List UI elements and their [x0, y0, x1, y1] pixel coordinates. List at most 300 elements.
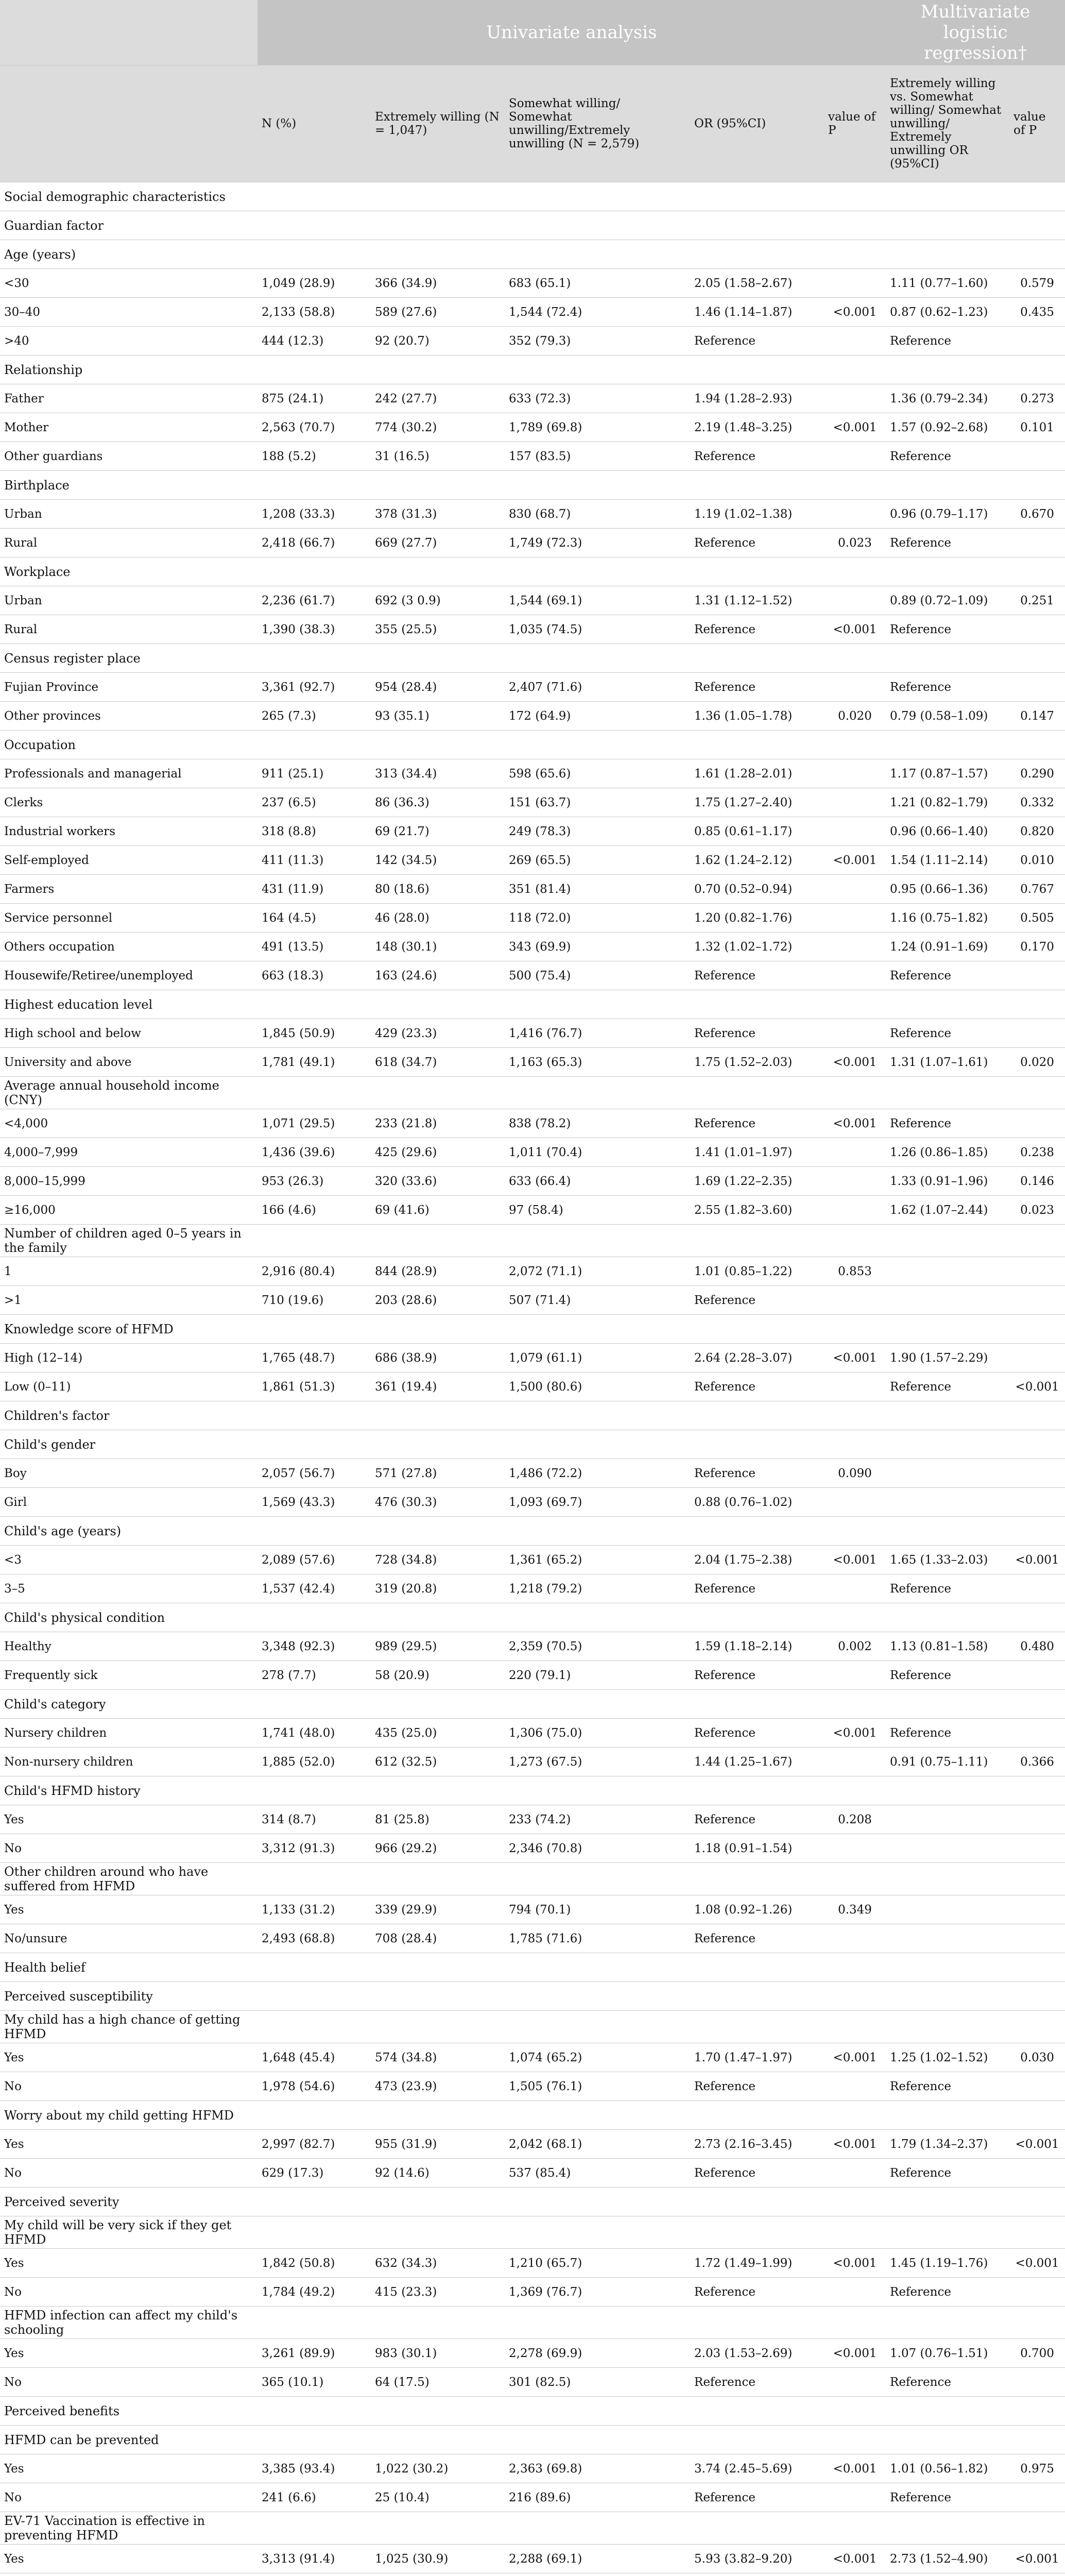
empty-cell	[257, 1225, 371, 1257]
cell-col-7	[1009, 1488, 1065, 1517]
cell-col-4: 2.55 (1.82–3.60)	[690, 1196, 824, 1225]
section-label: Guardian factor	[0, 211, 257, 240]
cell-col-1: 1,390 (38.3)	[257, 615, 371, 644]
empty-cell	[886, 1401, 1009, 1430]
cell-col-6	[886, 1257, 1009, 1286]
empty-cell	[257, 2216, 371, 2249]
empty-cell	[257, 2397, 371, 2426]
cell-col-2: 692 (3 0.9)	[371, 586, 505, 615]
empty-cell	[505, 2216, 690, 2249]
section-label: Average annual household income (CNY)	[0, 1077, 257, 1109]
cell-col-0: Housewife/Retiree/unemployed	[0, 961, 257, 990]
cell-col-7	[1009, 1109, 1065, 1138]
cell-col-3: 1,306 (75.0)	[505, 1719, 690, 1748]
cell-col-3: 97 (58.4)	[505, 1196, 690, 1225]
empty-cell	[824, 1863, 886, 1895]
cell-col-4: 2.03 (1.53–2.69)	[690, 2339, 824, 2368]
empty-cell	[824, 1430, 886, 1459]
empty-cell	[690, 2011, 824, 2043]
cell-col-4: Reference	[690, 2278, 824, 2307]
section-label: My child has a high chance of getting HFMD	[0, 2011, 257, 2043]
cell-col-4: Reference	[690, 1719, 824, 1748]
cell-col-6: Reference	[886, 1661, 1009, 1690]
empty-cell	[690, 2397, 824, 2426]
cell-col-4: Reference	[690, 2159, 824, 2188]
cell-col-4: 1.46 (1.14–1.87)	[690, 298, 824, 327]
cell-col-4: 1.72 (1.49–1.99)	[690, 2249, 824, 2278]
cell-col-6: 1.90 (1.57–2.29)	[886, 1344, 1009, 1372]
section-row	[0, 2426, 1065, 2454]
cell-col-0: Rural	[0, 615, 257, 644]
cell-col-3: 633 (72.3)	[505, 384, 690, 413]
header-blank	[0, 0, 257, 65]
cell-col-0: >1	[0, 1286, 257, 1315]
cell-col-3: 1,369 (76.7)	[505, 2278, 690, 2307]
cell-col-2: 612 (32.5)	[371, 1748, 505, 1776]
table-row	[0, 2278, 1065, 2307]
section-label: Age (years)	[0, 240, 257, 269]
table-row	[0, 1257, 1065, 1286]
empty-cell	[690, 355, 824, 384]
empty-cell	[690, 182, 824, 211]
cell-col-7: <0.001	[1009, 1372, 1065, 1401]
table-row	[0, 327, 1065, 355]
empty-cell	[371, 240, 505, 269]
empty-cell	[824, 1077, 886, 1109]
cell-col-4: 2.73 (2.16–3.45)	[690, 2130, 824, 2159]
cell-col-6: 1.24 (0.91–1.69)	[886, 933, 1009, 961]
cell-col-1: 629 (17.3)	[257, 2159, 371, 2188]
cell-col-0: Urban	[0, 500, 257, 529]
section-label: Birthplace	[0, 471, 257, 500]
column-header-4: OR (95%CI)	[690, 65, 824, 182]
empty-cell	[371, 471, 505, 500]
cell-col-6: 1.26 (0.86–1.85)	[886, 1138, 1009, 1167]
empty-cell	[257, 1517, 371, 1546]
section-row	[0, 731, 1065, 759]
empty-cell	[886, 1517, 1009, 1546]
empty-cell	[690, 2426, 824, 2454]
empty-cell	[371, 1315, 505, 1344]
cell-col-1: 2,236 (61.7)	[257, 586, 371, 615]
cell-col-4: 2.04 (1.75–2.38)	[690, 1546, 824, 1574]
cell-col-5	[824, 1748, 886, 1776]
cell-col-5	[824, 759, 886, 788]
cell-col-1: 265 (7.3)	[257, 702, 371, 731]
section-label: Child's gender	[0, 1430, 257, 1459]
section-row	[0, 1077, 1065, 1109]
cell-col-3: 216 (89.6)	[505, 2483, 690, 2512]
cell-col-3: 220 (79.1)	[505, 1661, 690, 1690]
cell-col-3: 2,278 (69.9)	[505, 2339, 690, 2368]
empty-cell	[257, 644, 371, 673]
cell-col-4: 3.74 (2.45–5.69)	[690, 2454, 824, 2483]
empty-cell	[886, 644, 1009, 673]
empty-cell	[371, 2397, 505, 2426]
cell-col-3: 537 (85.4)	[505, 2159, 690, 2188]
cell-col-0: 1	[0, 1257, 257, 1286]
cell-col-5: <0.001	[824, 2545, 886, 2573]
cell-col-7: 0.480	[1009, 1632, 1065, 1661]
cell-col-3: 683 (65.1)	[505, 269, 690, 298]
table-row	[0, 1834, 1065, 1863]
cell-col-3: 1,505 (76.1)	[505, 2072, 690, 2101]
table-row	[0, 1719, 1065, 1748]
table-row	[0, 673, 1065, 702]
cell-col-7: 0.020	[1009, 1048, 1065, 1077]
empty-cell	[1009, 1863, 1065, 1895]
section-row	[0, 1430, 1065, 1459]
empty-cell	[371, 557, 505, 586]
cell-col-4: 0.88 (0.76–1.02)	[690, 1488, 824, 1517]
empty-cell	[1009, 355, 1065, 384]
section-label: Knowledge score of HFMD	[0, 1315, 257, 1344]
cell-col-3: 1,273 (67.5)	[505, 1748, 690, 1776]
cell-col-7: 0.767	[1009, 875, 1065, 904]
cell-col-5	[824, 1138, 886, 1167]
empty-cell	[690, 1982, 824, 2011]
cell-col-6: 1.62 (1.07–2.44)	[886, 1196, 1009, 1225]
cell-col-7: 0.670	[1009, 500, 1065, 529]
empty-cell	[690, 1430, 824, 1459]
cell-col-0: Yes	[0, 1895, 257, 1924]
cell-col-4: 1.94 (1.28–2.93)	[690, 384, 824, 413]
cell-col-4: Reference	[690, 2368, 824, 2397]
cell-col-4: 1.75 (1.27–2.40)	[690, 788, 824, 817]
section-row	[0, 2216, 1065, 2249]
table-row	[0, 2454, 1065, 2483]
empty-cell	[371, 1077, 505, 1109]
cell-col-6: 1.31 (1.07–1.61)	[886, 1048, 1009, 1077]
empty-cell	[505, 2011, 690, 2043]
cell-col-4: 5.93 (3.82–9.20)	[690, 2545, 824, 2573]
empty-cell	[1009, 1982, 1065, 2011]
cell-col-0: Other provinces	[0, 702, 257, 731]
empty-cell	[257, 1690, 371, 1719]
cell-col-7: 0.030	[1009, 2043, 1065, 2072]
cell-col-3: 352 (79.3)	[505, 327, 690, 355]
empty-cell	[886, 1776, 1009, 1805]
cell-col-2: 415 (23.3)	[371, 2278, 505, 2307]
cell-col-1: 444 (12.3)	[257, 327, 371, 355]
cell-col-1: 2,089 (57.6)	[257, 1546, 371, 1574]
empty-cell	[1009, 2397, 1065, 2426]
cell-col-7	[1009, 961, 1065, 990]
cell-col-5	[824, 586, 886, 615]
cell-col-4: 2.64 (2.28–3.07)	[690, 1344, 824, 1372]
cell-col-6: Reference	[886, 2159, 1009, 2188]
section-label: Workplace	[0, 557, 257, 586]
empty-cell	[257, 1401, 371, 1430]
empty-cell	[886, 2426, 1009, 2454]
cell-col-7	[1009, 2072, 1065, 2101]
cell-col-7	[1009, 2573, 1065, 2576]
empty-cell	[371, 1776, 505, 1805]
cell-col-2: 69 (21.7)	[371, 817, 505, 846]
empty-cell	[690, 1690, 824, 1719]
empty-cell	[1009, 1077, 1065, 1109]
cell-col-6	[886, 1805, 1009, 1834]
section-row	[0, 1863, 1065, 1895]
cell-col-0: Service personnel	[0, 904, 257, 933]
cell-col-2: 25 (10.4)	[371, 2483, 505, 2512]
cell-col-0: >40	[0, 327, 257, 355]
cell-col-0: No	[0, 2483, 257, 2512]
column-header-3: Somewhat willing/ Somewhat unwilling/Extremely unwilling (N = 2,579)	[505, 65, 690, 182]
empty-cell	[257, 471, 371, 500]
cell-col-1: 1,765 (48.7)	[257, 1344, 371, 1372]
cell-col-1: 491 (13.5)	[257, 933, 371, 961]
table-row	[0, 1344, 1065, 1372]
cell-col-4: 2.19 (1.48–3.25)	[690, 413, 824, 442]
cell-col-0: Rural	[0, 529, 257, 557]
cell-col-6: Reference	[886, 961, 1009, 990]
empty-cell	[1009, 2512, 1065, 2545]
empty-cell	[1009, 1603, 1065, 1632]
cell-col-7	[1009, 1834, 1065, 1863]
column-header-6: Extremely willing vs. Somewhat willing/ Somewhat unwilling/ Extremely unwilling OR (95%CI)	[886, 65, 1009, 182]
cell-col-7: <0.001	[1009, 2130, 1065, 2159]
cell-col-1: 164 (4.5)	[257, 904, 371, 933]
table-row	[0, 298, 1065, 327]
empty-cell	[690, 2188, 824, 2216]
empty-cell	[505, 2426, 690, 2454]
cell-col-5	[824, 1574, 886, 1603]
cell-col-5	[824, 1372, 886, 1401]
section-label: Child's category	[0, 1690, 257, 1719]
cell-col-7: 0.366	[1009, 1748, 1065, 1776]
empty-cell	[505, 731, 690, 759]
cell-col-2: 69 (41.6)	[371, 1196, 505, 1225]
cell-col-1: 3,348 (92.3)	[257, 1632, 371, 1661]
cell-col-4: Reference	[690, 1109, 824, 1138]
empty-cell	[505, 211, 690, 240]
empty-cell	[690, 2216, 824, 2249]
cell-col-5	[824, 327, 886, 355]
cell-col-2: 378 (31.3)	[371, 500, 505, 529]
cell-col-3: 1,011 (70.4)	[505, 1138, 690, 1167]
empty-cell	[371, 2307, 505, 2339]
cell-col-1: 710 (19.6)	[257, 1286, 371, 1315]
cell-col-2: 80 (18.6)	[371, 875, 505, 904]
cell-col-0: Fujian Province	[0, 673, 257, 702]
empty-cell	[1009, 182, 1065, 211]
empty-cell	[886, 2101, 1009, 2130]
cell-col-6: Reference	[886, 1109, 1009, 1138]
cell-col-2: 148 (30.1)	[371, 933, 505, 961]
cell-col-1: 1,648 (45.4)	[257, 2043, 371, 2072]
cell-col-4: Reference	[690, 1286, 824, 1315]
cell-col-3	[505, 2573, 690, 2576]
table-row	[0, 1196, 1065, 1225]
empty-cell	[824, 2426, 886, 2454]
cell-col-3: 2,407 (71.6)	[505, 673, 690, 702]
cell-col-3: 2,072 (71.1)	[505, 1257, 690, 1286]
empty-cell	[690, 2512, 824, 2545]
empty-cell	[505, 2101, 690, 2130]
empty-cell	[257, 1430, 371, 1459]
cell-col-4: Reference	[690, 442, 824, 471]
column-header-1: N (%)	[257, 65, 371, 182]
empty-cell	[1009, 2188, 1065, 2216]
cell-col-6: 1.16 (0.75–1.82)	[886, 904, 1009, 933]
table-row	[0, 904, 1065, 933]
empty-cell	[824, 1315, 886, 1344]
cell-col-7	[1009, 327, 1065, 355]
cell-col-0: Professionals and managerial	[0, 759, 257, 788]
cell-col-6: 0.89 (0.72–1.09)	[886, 586, 1009, 615]
cell-col-5: <0.001	[824, 1048, 886, 1077]
empty-cell	[505, 2397, 690, 2426]
cell-col-5	[824, 442, 886, 471]
empty-cell	[371, 1603, 505, 1632]
cell-col-5: 0.853	[824, 1257, 886, 1286]
cell-col-3: 1,163 (65.3)	[505, 1048, 690, 1077]
cell-col-1: 875 (24.1)	[257, 384, 371, 413]
cell-col-0: Healthy	[0, 1632, 257, 1661]
empty-cell	[505, 1430, 690, 1459]
cell-col-6: 1.54 (1.11–2.14)	[886, 846, 1009, 875]
empty-cell	[257, 1315, 371, 1344]
header-group-row	[0, 0, 1065, 65]
cell-col-2: 339 (29.9)	[371, 1895, 505, 1924]
empty-cell	[824, 1953, 886, 1982]
section-row	[0, 2011, 1065, 2043]
empty-cell	[1009, 1953, 1065, 1982]
cell-col-6: 0.96 (0.79–1.17)	[886, 500, 1009, 529]
cell-col-1: 237 (6.5)	[257, 788, 371, 817]
cell-col-2: 1,022 (30.2)	[371, 2454, 505, 2483]
cell-col-2: 844 (28.9)	[371, 1257, 505, 1286]
cell-col-6: 0.91 (0.75–1.11)	[886, 1748, 1009, 1776]
cell-col-6: 1.79 (1.34–2.37)	[886, 2130, 1009, 2159]
cell-col-0: <30	[0, 269, 257, 298]
cell-col-5	[824, 2072, 886, 2101]
empty-cell	[824, 355, 886, 384]
cell-col-4: Reference	[690, 2483, 824, 2512]
cell-col-5	[824, 1488, 886, 1517]
cell-col-4: 1.75 (1.52–2.03)	[690, 1048, 824, 1077]
section-label: Children's factor	[0, 1401, 257, 1430]
cell-col-1: 953 (26.3)	[257, 1167, 371, 1196]
cell-col-0: Yes	[0, 2130, 257, 2159]
cell-col-3: 1,079 (61.1)	[505, 1344, 690, 1372]
empty-cell	[886, 355, 1009, 384]
empty-cell	[371, 1430, 505, 1459]
cell-col-2: 203 (28.6)	[371, 1286, 505, 1315]
cell-col-5	[824, 2159, 886, 2188]
table-row	[0, 2573, 1065, 2576]
empty-cell	[1009, 211, 1065, 240]
table-row	[0, 1924, 1065, 1953]
cell-col-2: 774 (30.2)	[371, 413, 505, 442]
empty-cell	[886, 471, 1009, 500]
cell-col-3: 1,749 (72.3)	[505, 529, 690, 557]
cell-col-3: 2,042 (68.1)	[505, 2130, 690, 2159]
cell-col-3: 2,359 (70.5)	[505, 1632, 690, 1661]
cell-col-5	[824, 788, 886, 817]
cell-col-0: Mother	[0, 413, 257, 442]
cell-col-6: 0.87 (0.62–1.23)	[886, 298, 1009, 327]
section-row	[0, 2188, 1065, 2216]
cell-col-4: Reference	[690, 1805, 824, 1834]
section-row	[0, 471, 1065, 500]
empty-cell	[257, 1863, 371, 1895]
section-label: Census register place	[0, 644, 257, 673]
cell-col-0: 4,000–7,999	[0, 1138, 257, 1167]
empty-cell	[505, 2512, 690, 2545]
empty-cell	[1009, 990, 1065, 1019]
cell-col-2: 618 (34.7)	[371, 1048, 505, 1077]
cell-col-5	[824, 2368, 886, 2397]
cell-col-5	[824, 875, 886, 904]
empty-cell	[824, 990, 886, 1019]
cell-col-0: 3–5	[0, 1574, 257, 1603]
cell-col-0: No	[0, 2159, 257, 2188]
section-row	[0, 211, 1065, 240]
cell-col-1: 2,493 (68.8)	[257, 1924, 371, 1953]
cell-col-3: 1,500 (80.6)	[505, 1372, 690, 1401]
cell-col-1: 1,845 (50.9)	[257, 1019, 371, 1048]
table-row	[0, 1546, 1065, 1574]
empty-cell	[505, 1776, 690, 1805]
cell-col-1: 3,385 (93.4)	[257, 2454, 371, 2483]
table-row	[0, 933, 1065, 961]
cell-col-2: 571 (27.8)	[371, 1459, 505, 1488]
cell-col-5: <0.001	[824, 2130, 886, 2159]
cell-col-4: 0.85 (0.61–1.17)	[690, 817, 824, 846]
section-label: Perceived severity	[0, 2188, 257, 2216]
cell-col-6: Reference	[886, 1574, 1009, 1603]
column-header-row	[0, 65, 1065, 182]
cell-col-2: 361 (19.4)	[371, 1372, 505, 1401]
empty-cell	[886, 731, 1009, 759]
cell-col-5: 0.349	[824, 1895, 886, 1924]
cell-col-0: Low (0–11)	[0, 1372, 257, 1401]
cell-col-3: 1,361 (65.2)	[505, 1546, 690, 1574]
cell-col-3: 2,363 (69.8)	[505, 2454, 690, 2483]
cell-col-1	[257, 2573, 371, 2576]
cell-col-0: Father	[0, 384, 257, 413]
table-row	[0, 1488, 1065, 1517]
table-row	[0, 1048, 1065, 1077]
section-label: Child's age (years)	[0, 1517, 257, 1546]
table-row	[0, 788, 1065, 817]
cell-col-5	[824, 673, 886, 702]
cell-col-7	[1009, 1286, 1065, 1315]
empty-cell	[371, 2426, 505, 2454]
empty-cell	[690, 557, 824, 586]
cell-col-6: 1.11 (0.77–1.60)	[886, 269, 1009, 298]
empty-cell	[505, 2188, 690, 2216]
table-row	[0, 2545, 1065, 2573]
cell-col-0: No/unsure	[0, 1924, 257, 1953]
empty-cell	[690, 1077, 824, 1109]
cell-col-6: Reference	[886, 673, 1009, 702]
empty-cell	[371, 2216, 505, 2249]
cell-col-6: 0.79 (0.58–1.09)	[886, 702, 1009, 731]
cell-col-3: 500 (75.4)	[505, 961, 690, 990]
cell-col-4: 1.20 (0.82–1.76)	[690, 904, 824, 933]
cell-col-1: 2,133 (58.8)	[257, 298, 371, 327]
cell-col-0: Clerks	[0, 788, 257, 817]
cell-col-3: 794 (70.1)	[505, 1895, 690, 1924]
cell-col-6: Reference	[886, 615, 1009, 644]
section-label: Perceived benefits	[0, 2397, 257, 2426]
cell-col-6: 1.33 (0.91–1.96)	[886, 1167, 1009, 1196]
cell-col-5: <0.001	[824, 2339, 886, 2368]
cell-col-5: 0.020	[824, 702, 886, 731]
